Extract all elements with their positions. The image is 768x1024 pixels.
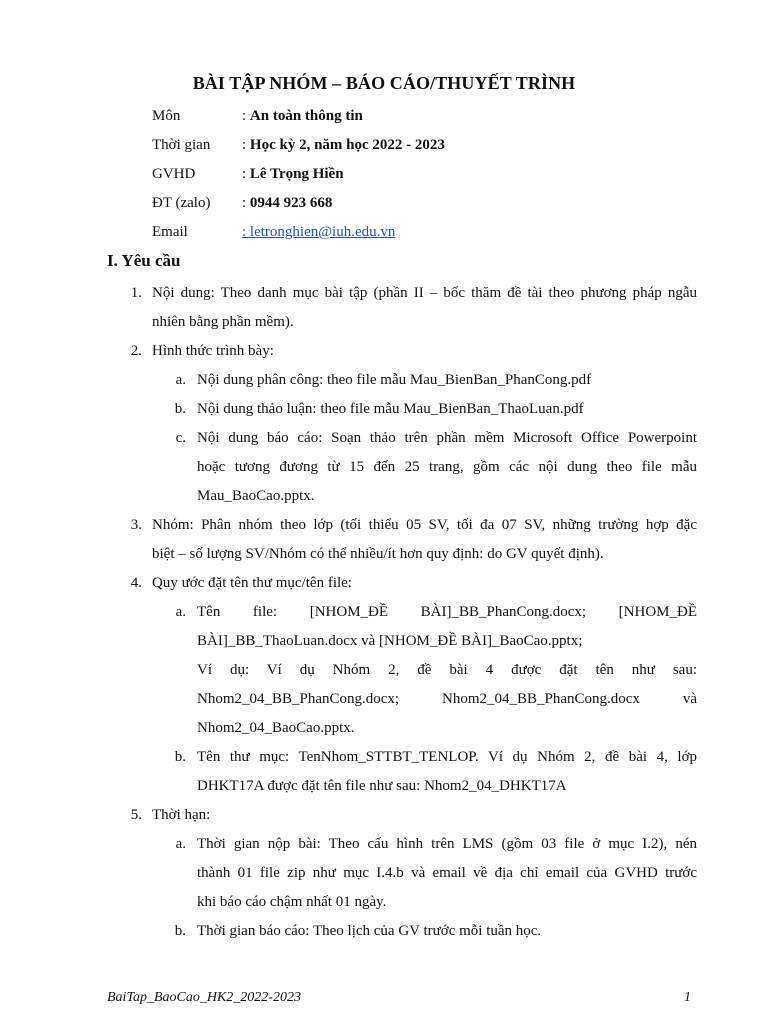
info-label: ĐT (zalo) (152, 195, 211, 211)
info-label: Môn (152, 108, 181, 124)
document-title: BÀI TẬP NHÓM – BÁO CÁO/THUYẾT TRÌNH (192, 73, 576, 93)
list-letter: b. (174, 401, 186, 417)
list-number: 2. (130, 343, 142, 359)
list-letter: b. (174, 923, 186, 939)
list-letter: a. (175, 604, 186, 620)
list-item-text: Nhóm: Phân nhóm theo lớp (tối thiểu 05 SV, tối đa 07 SV, những trường hợp đặc biệt – số lượng SV/Nhóm có thể nhiều/ít hơn quy định: do GV quyết định). (152, 517, 697, 562)
list-item-text: Thời gian báo cáo: Theo lịch của GV trước mỗi tuần học. (197, 923, 542, 939)
list-item-text: Nội dung phân công: theo file mẫu Mau_BienBan_PhanCong.pdf (197, 372, 592, 388)
list-item-text: Hình thức trình bày: (152, 343, 274, 359)
info-value: : Lê Trọng Hiền (242, 166, 344, 182)
list-letter: c. (175, 430, 186, 446)
info-value: : letronghien@iuh.edu.vn (242, 224, 396, 240)
list-item-text: Thời gian nộp bài: Theo cấu hình trên LMS (gồm 03 file ở mục I.2), nén thành 01 file zip như mục I.4.b và email về địa chỉ email của GVHD trước khi báo cáo chậm nhất 01 ngày. (197, 836, 697, 910)
footer-page-number: 1 (684, 990, 691, 1005)
list-letter: a. (175, 836, 186, 852)
list-number: 5. (130, 807, 142, 823)
list-item-text: Quy ước đặt tên thư mục/tên file: (152, 575, 352, 591)
info-value: : An toàn thông tin (242, 108, 363, 124)
email-link[interactable]: letronghien@iuh.edu.vn (249, 224, 396, 240)
list-number: 1. (130, 285, 142, 301)
info-label: GVHD (152, 166, 196, 182)
info-value: : Học kỳ 2, năm học 2022 - 2023 (242, 137, 445, 153)
list-letter: a. (175, 372, 186, 388)
info-value: : 0944 923 668 (242, 195, 333, 211)
list-number: 4. (130, 575, 142, 591)
list-item-text: Nội dung thảo luận: theo file mẫu Mau_BienBan_ThaoLuan.pdf (197, 401, 584, 417)
list-item-text: Nội dung: Theo danh mục bài tập (phần II – bốc thăm đề tài theo phương pháp ngẫu nhiên bằng phần mềm). (152, 285, 697, 330)
list-item-text: Nội dung báo cáo: Soạn thảo trên phần mềm Microsoft Office Powerpoint hoặc tương đương từ 15 đến 25 trang, gồm các nội dung theo file mẫu Mau_BaoCao.pptx. (197, 430, 697, 504)
section-heading-requirements: I. Yêu cầu (107, 251, 181, 270)
info-label: Thời gian (152, 137, 211, 153)
list-item-text: Tên thư mục: TenNhom_STTBT_TENLOP. Ví dụ Nhóm 2, đề bài 4, lớp DHKT17A được đặt tên file như sau: Nhom2_04_DHKT17A (197, 749, 697, 794)
list-number: 3. (130, 517, 142, 533)
list-item-text: Thời hạn: (152, 807, 211, 823)
footer-filename: BaiTap_BaoCao_HK2_2022-2023 (107, 990, 301, 1005)
list-item-text: Tên file: [NHOM_ĐỀ BÀI]_BB_PhanCong.docx; [NHOM_ĐỀ BÀI]_BB_ThaoLuan.docx và [NHOM_ĐỀ BÀI]_BaoCao.pptx; Ví dụ: Ví dụ Nhóm 2, đề bài 4 được đặt tên như sau: Nhom2_04_BB_PhanCong.docx; Nhom2_04_BB_PhanCong.docx và Nhom2_04_BaoCao.pptx. (197, 604, 697, 736)
list-letter: b. (174, 749, 186, 765)
info-label: Email (152, 224, 188, 240)
